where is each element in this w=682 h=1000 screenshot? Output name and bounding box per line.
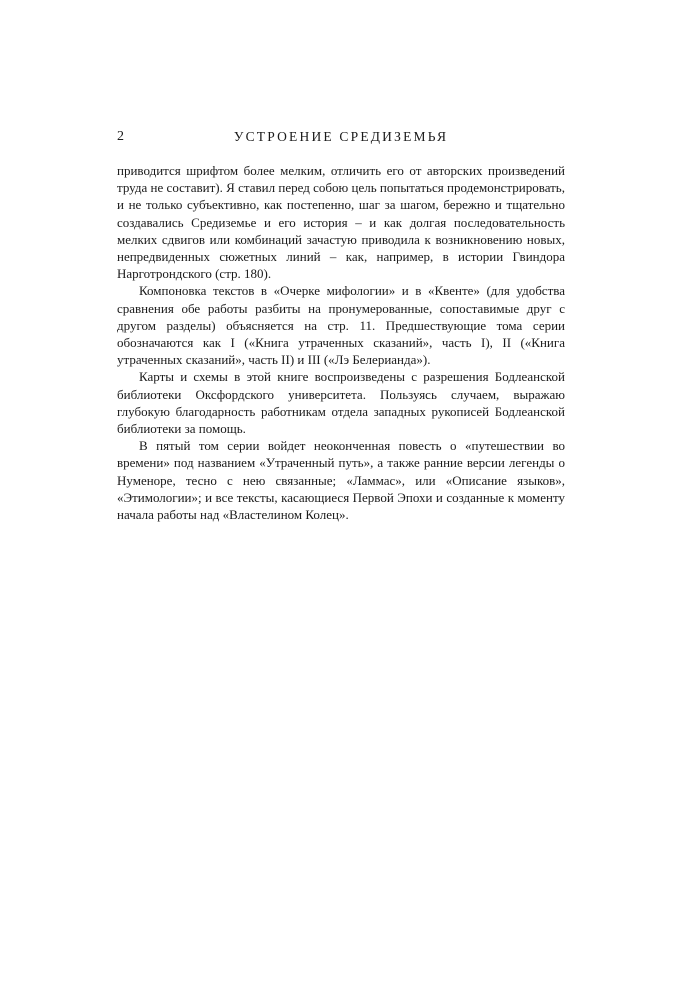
book-page: [117, 126, 565, 523]
body-text: [117, 162, 565, 523]
page-number: 2: [117, 129, 124, 144]
paragraph-continuation: приводится шрифтом более мелким, отличить его от авторских произведений труда не составит). Я ставил перед собою цель попытаться продемонстрировать, и не только субъективно, как постепенно, шаг за шагом, бережно и тщательно создавались Средиземье и его история – и как долгая последовательность мелких сдвигов или комбинаций зачастую приводила к возникновению новых, непредвиденных сюжетных линий – как, например, в истории Гвиндора Нарготрондского (стр. 180).: [117, 163, 565, 282]
paragraph-composition: Компоновка текстов в «Очерке мифологии» и в «Квенте» (для удобства сравнения обе работы разбиты на пронумерованные, сопоставимые друг с другом разделы) объясняется на стр. 11. Предшествующие тома серии обозначаются как I («Книга утраченных сказаний», часть I), II («Книга утраченных сказаний», часть II) и III («Лэ Белерианда»).: [117, 283, 565, 368]
paragraph-fifth-volume: В пятый том серии войдет неоконченная повесть о «путешествии во времени» под названием «Утраченный путь», а также ранние версии легенды о Нуменоре, тесно с нею связанные; «Ламмас», или «Описание языков», «Этимологии»; и все тексты, касающиеся Первой Эпохи и созданные к моменту начала работы над «Властелином Колец».: [117, 438, 565, 523]
running-title: УСТРОЕНИЕ СРЕДИЗЕМЬЯ: [233, 129, 449, 144]
running-head: [117, 126, 565, 148]
paragraph-maps: Карты и схемы в этой книге воспроизведены с разрешения Бодлеанской библиотеки Оксфордского университета. Пользуясь случаем, выражаю глубокую благодарность работникам отдела западных рукописей Бодлеанской библиотеки за помощь.: [117, 369, 565, 437]
